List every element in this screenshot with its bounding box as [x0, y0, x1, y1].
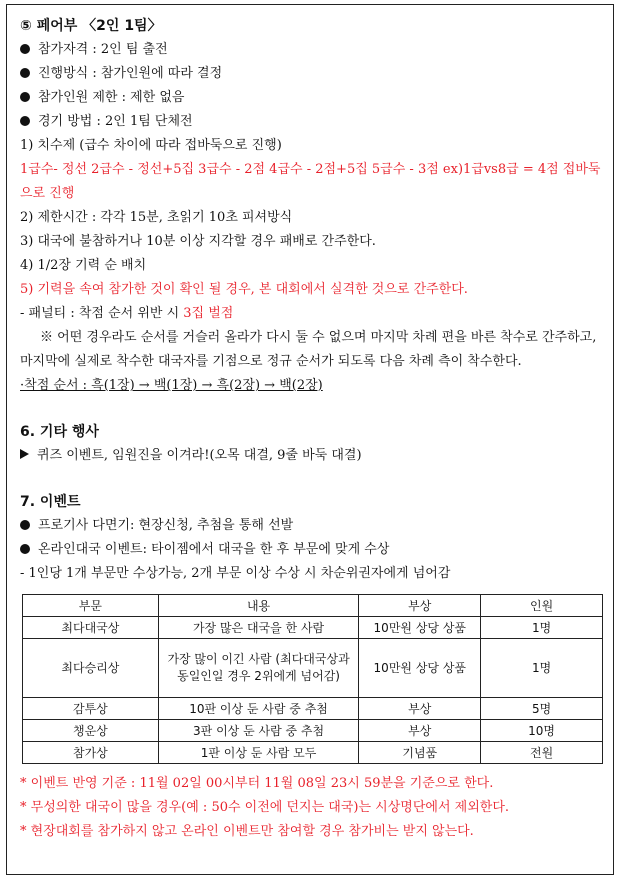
cell-category: 참가상 [23, 742, 159, 764]
cell-count: 1명 [481, 639, 603, 698]
penalty [20, 302, 605, 326]
event-text: 퀴즈 이벤트, 임원진을 이겨라!(오목 대결, 9줄 바둑 대결) [37, 448, 362, 463]
bullet-icon [20, 44, 30, 54]
bullet-item [20, 110, 605, 134]
document-content [20, 14, 605, 844]
event-notes [20, 772, 605, 844]
event-note: * 이벤트 반영 기준 : 11월 02일 00시부터 11월 08일 23시 59분을 기준으로 한다. [20, 776, 494, 791]
bullet-icon [20, 116, 30, 126]
cell-content: 1판 이상 둔 사람 모두 [158, 742, 359, 764]
bullet-icon [20, 520, 30, 530]
cell-prize: 10만원 상당 상품 [359, 617, 481, 639]
event-item [20, 444, 605, 468]
cell-count: 전원 [481, 742, 603, 764]
cell-count: 1명 [481, 617, 603, 639]
header-prize: 부상 [359, 595, 481, 617]
section7-title: 7. 이벤트 [20, 494, 81, 510]
cell-count: 10명 [481, 720, 603, 742]
bullet-item [20, 538, 605, 562]
header-content: 내용 [158, 595, 359, 617]
cell-category: 감투상 [23, 698, 159, 720]
bullet-text: 온라인대국 이벤트: 타이젬에서 대국을 한 후 부문에 맞게 수상 [38, 542, 390, 557]
order-text: ·착점 순서 : 흑(1장) → 백(1장) → 흑(2장) → 백(2장) [20, 378, 323, 393]
bullet-item [20, 62, 605, 86]
cell-count: 5명 [481, 698, 603, 720]
table-row [23, 720, 603, 742]
rule-2: 2) 제한시간 : 각각 15분, 초읽기 10초 피셔방식 [20, 210, 293, 225]
table-row [23, 698, 603, 720]
event-note: * 현장대회를 참가하지 않고 온라인 이벤트만 참여할 경우 참가비는 받지 않는다. [20, 824, 474, 839]
cell-content: 가장 많이 이긴 사람 (최다대국상과 동일인일 경우 2위에게 넘어감) [158, 639, 359, 698]
rule-4: 4) 1/2장 기력 순 배치 [20, 258, 147, 273]
order-note: ※ 어떤 경우라도 순서를 거슬러 올라가 다시 둘 수 없으며 마지막 차례 편을 바른 착수로 간주하고, 마지막에 실제로 착수한 대국자를 기점으로 정규 순서가 되도록 다음 차례 측이 착수한다. [20, 330, 597, 369]
awards-table [22, 594, 603, 764]
bullet-icon [20, 92, 30, 102]
cell-prize: 부상 [359, 720, 481, 742]
cell-category: 최다승리상 [23, 639, 159, 698]
bullet-icon [20, 544, 30, 554]
event-note: * 무성의한 대국이 많을 경우(예 : 50수 이전에 던지는 대국)는 시상명단에서 제외한다. [20, 800, 510, 815]
bullet-icon [20, 68, 30, 78]
bullet-text: 프로기사 다면기: 현장신청, 추첨을 통해 선발 [38, 518, 294, 533]
table-row [23, 742, 603, 764]
header-count: 인원 [481, 595, 603, 617]
bullet-item [20, 38, 605, 62]
section6-title: 6. 기타 행사 [20, 424, 99, 440]
triangle-bullet-icon [20, 449, 29, 459]
cell-prize: 부상 [359, 698, 481, 720]
header-category: 부문 [23, 595, 159, 617]
rule-3: 3) 대국에 불참하거나 10분 이상 지각할 경우 패배로 간주한다. [20, 234, 376, 249]
bullet-item [20, 514, 605, 538]
award-limit-note: - 1인당 1개 부문만 수상가능, 2개 부문 이상 수상 시 차순위권자에게 넘어감 [20, 566, 451, 581]
table-row [23, 617, 603, 639]
order-line [20, 374, 605, 398]
rule-5: 5) 기력을 속여 참가한 것이 확인 될 경우, 본 대회에서 실격한 것으로 간주한다. [20, 282, 468, 297]
bullet-text: 경기 방법 : 2인 1팀 단체전 [38, 114, 193, 129]
cell-prize: 10만원 상당 상품 [359, 639, 481, 698]
table-row [23, 639, 603, 698]
bullet-text: 참가자격 : 2인 팀 출전 [38, 42, 168, 57]
cell-category: 최다대국상 [23, 617, 159, 639]
penalty-value: 3집 벌점 [183, 306, 234, 321]
bullet-text: 진행방식 : 참가인원에 따라 결정 [38, 66, 223, 81]
cell-content: 10판 이상 둔 사람 중 추첨 [158, 698, 359, 720]
penalty-label: - 패널티 : 착점 순서 위반 시 [20, 306, 184, 321]
section5-title: ⑤ 페어부 〈2인 1팀〉 [20, 18, 162, 34]
cell-content: 가장 많은 대국을 한 사람 [158, 617, 359, 639]
bullet-text: 참가인원 제한 : 제한 없음 [38, 90, 185, 105]
cell-category: 챙운상 [23, 720, 159, 742]
rule-1: 1) 치수제 (급수 차이에 따라 접바둑으로 진행) [20, 138, 282, 153]
table-header-row [23, 595, 603, 617]
cell-prize: 기념품 [359, 742, 481, 764]
rule-1-detail: 1급수- 정선 2급수 - 정선+5집 3급수 - 2점 4급수 - 2점+5집 5급수 - 3점 ex)1급vs8급 = 4점 접바둑으로 진행 [20, 162, 601, 201]
bullet-item [20, 86, 605, 110]
cell-content: 3판 이상 둔 사람 중 추첨 [158, 720, 359, 742]
